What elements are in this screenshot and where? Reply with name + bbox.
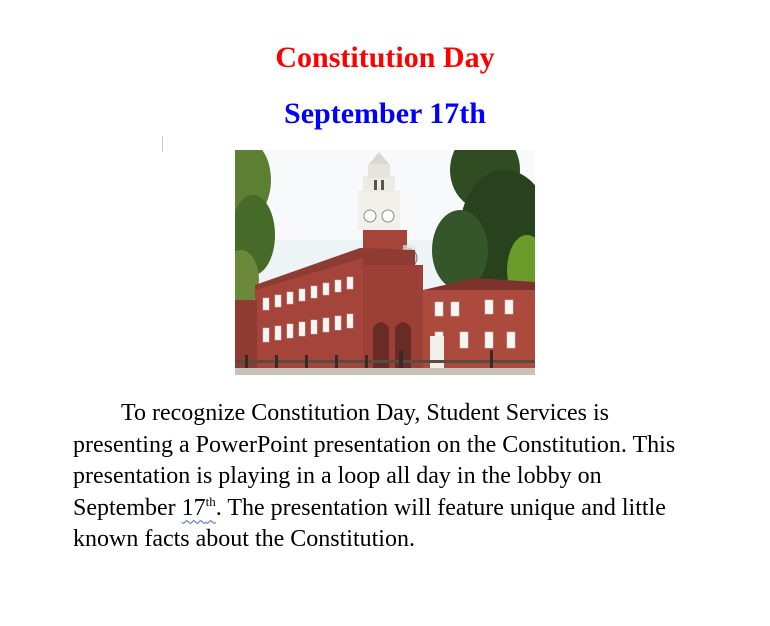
date-suffix: th <box>205 493 216 509</box>
paragraph-text-part1: To recognize Constitution Day, Student Services is presenting a PowerPoint presentation on the Constitution. This presentation is playing in a loop all day in the lobby on September <box>73 400 676 521</box>
independence-hall-photo <box>235 150 535 375</box>
date-with-suffix <box>182 495 216 521</box>
text-cursor-mark <box>162 136 163 152</box>
document-subtitle: September 17th <box>284 97 486 130</box>
document-title: Constitution Day <box>275 41 495 74</box>
body-paragraph <box>73 398 693 556</box>
date-number: 17 <box>181 494 206 521</box>
paragraph-text-part2: . The presentation will feature unique and little known facts about the Constitution. <box>73 494 666 552</box>
